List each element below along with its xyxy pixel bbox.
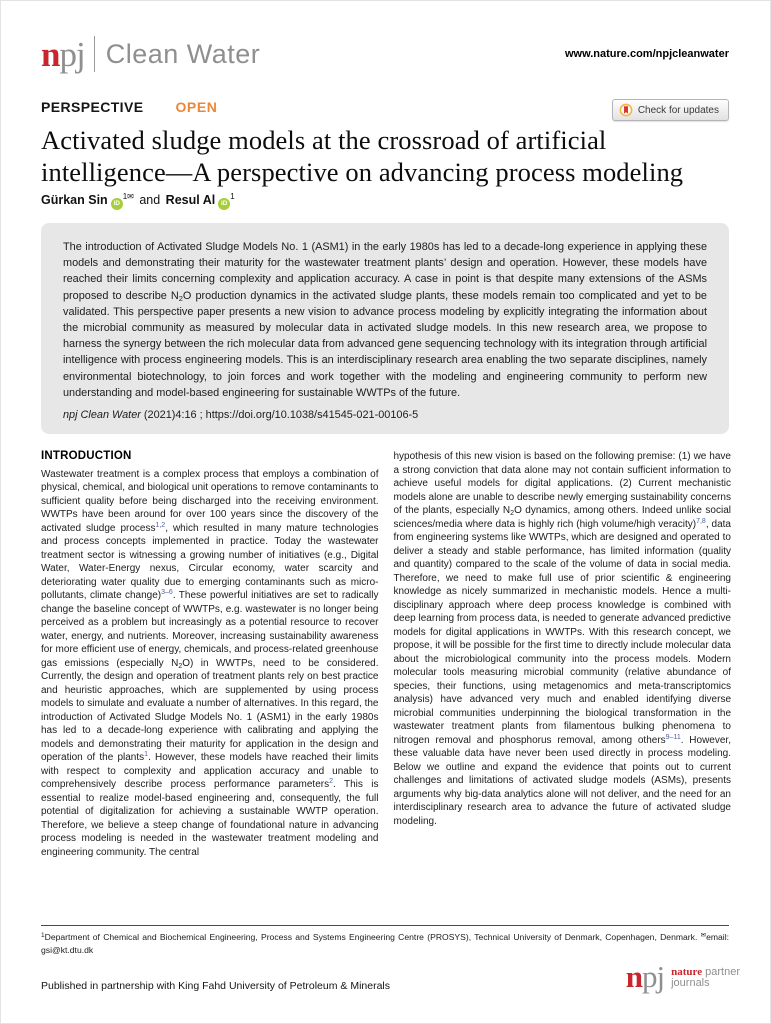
brand-partner: partner [702,966,740,979]
introduction-text-left: Wastewater treatment is a complex process that employs a combination of physical, chemical, and biological unit operations to remove contaminants to sufficient quality before being discharged into the receiving environment. WWTPs have been around for over 100 years since the discovery of the activated sludge process$^{1,2}$, which resulted in many mature technologies and process concepts implemented in practice. Today the wastewater treatment sector is witnessing a growing number of initiatives (e.g., Digital Water, Water-Energy nexus, Circular economy, water scarcity and deteriorating water quality due to emerging contaminants such as micro-pollutants, climate change)$^{3-6}$. These powerful initiatives are set to radically change the baseline concept of WWTPs, e.g. wastewater is no longer being perceived as a problem but increasingly as a potential resource to recover water, energy, and nutrients. Moreover, increasing sustainability awareness for more efficient use of energy, chemicals, and process-related greenhouse gas emissions (especially $N_2O$) in WWTPs, need to be considered. Currently, the design and operation of treatment plants rely on best practice and heuristic approaches, which are supplemented by using process models to simulate and evaluate a number of alternatives. In this regard, the introduction of Activated Sludge Models No. 1 (ASM1) in the early 1980s has led to a decade-long experience with calibrating and applying the models and demonstrating their maturity for application in the design and operation of the plants$^1$. However, these models have reached their limits with respect to complexity and application accuracy and unable to comprehensively describe process performance parameters$^2$. This is essential to realize model-based engineering and, consequently, the full potential of digitalization for achieving a sustainable WWTP operation. Therefore, we believe a steep change of foundational nature in advancing process modeling is needed in the wastewater treatment modeling and engineering community. The central [41,468,379,858]
author-line [41,193,235,210]
masthead [41,31,729,77]
logo-divider [94,36,95,72]
article-body [41,450,731,859]
partnership-text: Published in partnership with King Fahd University of Petroleum & Minerals [41,980,390,992]
npj-logo [625,959,665,995]
nature-partner-journals-text [671,967,740,989]
article-type-label: PERSPECTIVE [41,99,144,115]
email-label: email: [706,932,729,942]
brand-journals: journals [671,977,710,990]
affiliation-number: 1 [122,192,128,201]
orcid-glyph: iD [113,200,120,207]
envelope-icon[interactable]: ✉ [127,192,134,201]
journal-name: Clean Water [105,38,261,69]
article-title: Activated sludge models at the crossroad of artificial intelligence—A perspective on advancing process modeling [41,125,684,187]
introduction-text-right: hypothesis of this new vision is based on the following premise: (1) we have a strong conviction that data alone may not contain sufficient information to achieve useful models for digital applications. (2) Current mechanistic models alone are unable to describe newly emerging sustainability concerns of the plants, especially $N_2O$ dynamics, among others. Indeed unlike social sciences/media where data is highly rich (high volume/high veracity)$^{7,8}$, data from engineering systems like WWTPs, which are designed and operated to deliver a steady and stable performance, has limited information (quality and quantity) compared to the scale of the volume of data in social media. Therefore, we need to make full use of prior scientific & engineering knowledge as nicely summarized in mechanistic models. Hence a multi-disciplinary approach where deep process knowledge is combined with deep learning from process data, is needed to generate advanced predictive models for digital applications in WWTPs. With this research concept, we propose, it will be possible for the first time to directly include molecular data about the microbiological community into the process models. Modern molecular tools measuring microbial community (relative abundance of species, their functions, using metagenomics and meta-transcriptomics analysis) have advanced very much and enabled identifying diverse microbial communities underpinning the biological transformation in the wastewater treatment plants from filamentous bulking phenomena to nitrogen removal and phosphorus removal, among others$^{9-11}$. However, these valuable data have never been used directly in process modeling. Below we outline and expand the evidence that points out to current challenges and limitations of activated sludge models (ASMs), presents arguments why big-data analytics alone will not deliver, and the need for an interdisciplinary research area to advance the future of activated sludge modeling. [393,451,732,827]
doi-link[interactable]: https://doi.org/10.1038/s41545-021-00106-5 [205,409,419,422]
author-name: Resul Al [165,193,216,207]
right-column [394,450,732,859]
check-for-updates-label: Check for updates [637,104,719,116]
abstract-text: The introduction of Activated Sludge Models No. 1 (ASM1) in the early 1980s has led to a decade-long experience in applying these models and demonstrating their maturity for the wastewater treatment plants’ design and operation. However, these models have reached their limits concerning complexity and application accuracy. A case in point is that despite many extensions of the ASMs proposed to describe $N_2O$ production dynamics in the activated sludge plants, these models remain too complicated and yet to be validated. This perspective paper presents a new vision to advance process modeling by explicitly integrating the information about the microbial community as measured by molecular data in activated sludge models. In this new research area, we propose to harness the synergy between the rich molecular data from advanced gene sequencing technology with its integration through artificial intelligence with process engineering models. This is an interdisciplinary research area enabling the two separate disciplines, namely environmental biotechnology, to join forces and work together with the modeling and engineering community to perform new understanding and model-based engineering for sustainable WWTPs of the future. [63,241,707,399]
footnote-divider [41,925,729,926]
crossmark-icon [619,103,633,117]
citation-line [63,409,707,421]
npj-logo-n: n [41,34,60,74]
npj-logo-n: n [625,959,642,995]
email-link[interactable]: gsi@kt.dtu.dk [41,944,94,955]
author-affiliation-sup: 1 [230,192,235,201]
npj-partner-logo [625,959,740,995]
envelope-icon: ✉ [700,932,707,939]
authors-joiner: and [139,193,161,207]
orcid-icon[interactable] [111,198,123,210]
orcid-icon[interactable] [218,198,230,210]
npj-logo-pj: pj [59,34,85,74]
citation-journal: npj Clean Water [63,409,141,422]
left-column [41,450,379,859]
npj-clean-water-logo [41,36,260,72]
citation-volume: (2021)4:16 ; [140,409,206,422]
open-access-label: OPEN [175,99,218,115]
check-for-updates-button[interactable] [612,99,729,121]
orcid-glyph: iD [220,200,228,207]
affiliation-text: Department of Chemical and Biochemical Engineering, Process and Systems Engineering Centre (PROSYS), Technical University of Denmark, Copenhagen, Denmark. [44,932,701,942]
npj-logo-pj: pj [641,959,665,995]
brand-nature: nature [671,966,703,979]
abstract-box [41,223,729,434]
author-affiliation-sup [123,192,134,201]
author-name: Gürkan Sin [41,193,108,207]
introduction-heading: INTRODUCTION [41,450,132,462]
page-footer [41,953,740,1001]
meta-row [41,99,729,121]
affiliation-footnote-sup: 1 [41,932,45,939]
npj-logo [41,34,85,74]
journal-url-link[interactable]: www.nature.com/npjcleanwater [564,48,729,60]
